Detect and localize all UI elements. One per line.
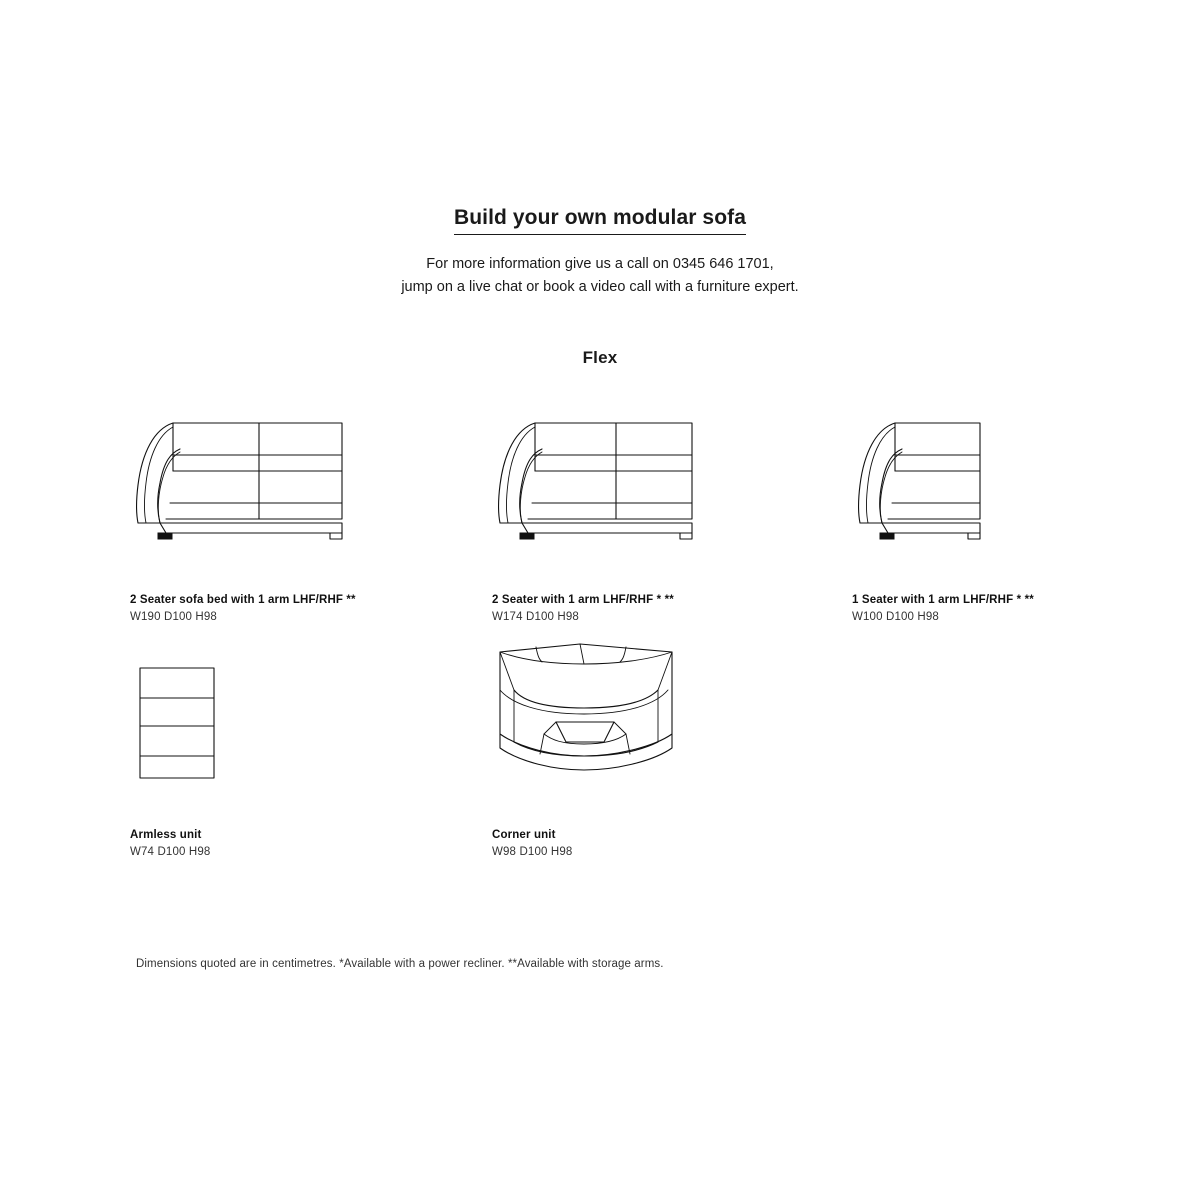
product-item-armless-unit (130, 630, 430, 858)
product-caption (852, 593, 1034, 625)
product-dimensions: W174 D100 H98 (492, 610, 579, 623)
product-caption (492, 828, 572, 860)
product-illustration-two-seater (492, 415, 792, 565)
product-name: 2 Seater with 1 arm LHF/RHF * ** (492, 594, 674, 606)
product-item-two-seater-sofa-bed-one-arm (130, 415, 430, 623)
product-dimensions: W100 D100 H98 (852, 610, 939, 623)
product-item-one-seater-one-arm (852, 415, 1152, 623)
product-caption (130, 828, 210, 860)
product-dimensions: W190 D100 H98 (130, 610, 217, 623)
subtitle-line-1: For more information give us a call on 0345 646 1701, (426, 256, 774, 273)
range-title: Flex (582, 348, 618, 367)
page-title: Build your own modular sofa (454, 205, 746, 235)
product-name: 2 Seater sofa bed with 1 arm LHF/RHF ** (130, 594, 356, 606)
product-dimensions: W74 D100 H98 (130, 845, 211, 858)
page-subtitle (0, 253, 1200, 298)
product-grid (0, 415, 1200, 858)
product-name: Armless unit (130, 829, 202, 841)
product-name: Corner unit (492, 829, 556, 841)
product-illustration-one-seater (852, 415, 1152, 565)
product-item-two-seater-one-arm (492, 415, 792, 623)
product-caption (130, 593, 356, 625)
product-illustration-corner-unit (492, 630, 792, 780)
product-illustration-armless-unit (130, 630, 430, 780)
product-illustration-two-seater-sofa-bed (130, 415, 430, 565)
product-dimensions: W98 D100 H98 (492, 845, 573, 858)
product-item-corner-unit (492, 630, 792, 858)
page-header (0, 205, 1200, 298)
product-name: 1 Seater with 1 arm LHF/RHF * ** (852, 594, 1034, 606)
subtitle-line-2: jump on a live chat or book a video call with a furniture expert. (401, 278, 799, 295)
product-caption (492, 593, 674, 625)
product-row (0, 630, 1200, 858)
product-row (0, 415, 1200, 630)
footnote: Dimensions quoted are in centimetres. *Available with a power recliner. **Available with storage arms. (136, 958, 664, 970)
